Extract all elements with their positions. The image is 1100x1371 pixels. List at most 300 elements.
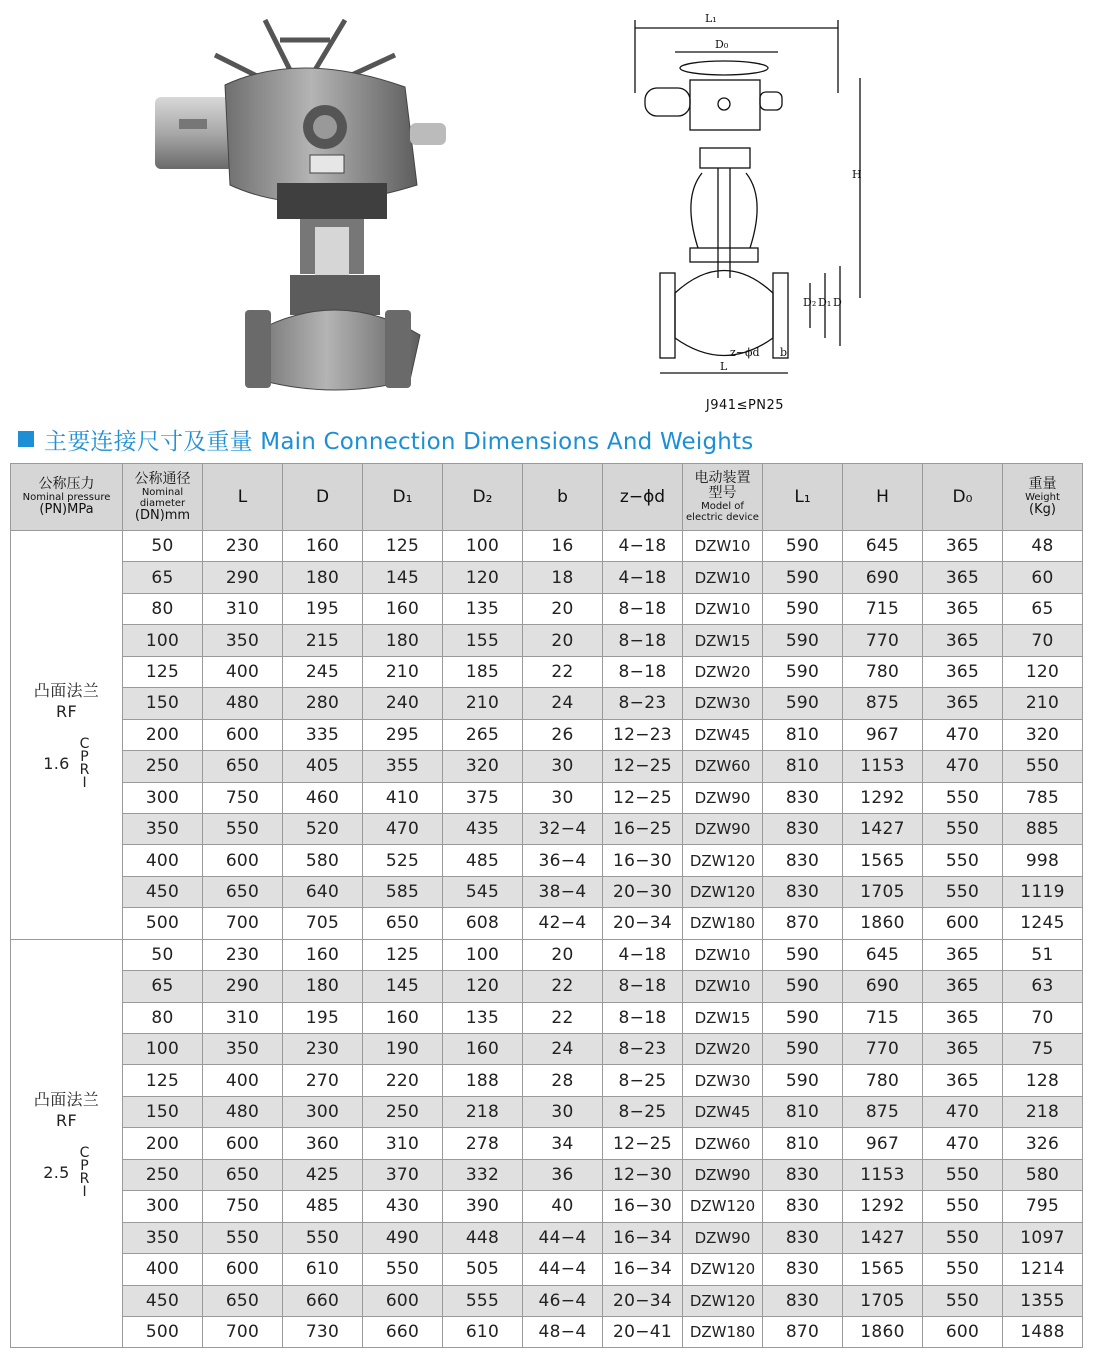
cell-d1: 250 (363, 1096, 443, 1127)
flange-type-en: RF (56, 1110, 77, 1130)
cell-bolts: 16−34 (603, 1222, 683, 1253)
cell-d1: 160 (363, 1002, 443, 1033)
cell-d: 360 (283, 1128, 363, 1159)
dim-label-l: L (720, 360, 728, 373)
cell-weight: 795 (1003, 1191, 1083, 1222)
cell-d0: 365 (923, 593, 1003, 624)
cell-l1: 810 (763, 719, 843, 750)
cell-b: 44−4 (523, 1254, 603, 1285)
cell-bolts: 16−30 (603, 1191, 683, 1222)
cell-model: DZW10 (683, 939, 763, 970)
diameter-header-unit: (DN)mm (134, 507, 191, 523)
cell-d1: 585 (363, 876, 443, 907)
cell-d0: 470 (923, 719, 1003, 750)
cell-weight: 120 (1003, 656, 1083, 687)
cell-l1: 810 (763, 751, 843, 782)
cell-d: 230 (283, 1034, 363, 1065)
cell-h: 780 (843, 656, 923, 687)
cell-l: 310 (203, 593, 283, 624)
table-row (11, 1254, 1083, 1285)
cell-bolts: 8−18 (603, 971, 683, 1002)
pressure-header-cn: 公称压力 (38, 476, 95, 492)
cell-d0: 550 (923, 876, 1003, 907)
cell-d1: 160 (363, 593, 443, 624)
cell-weight: 320 (1003, 719, 1083, 750)
dim-label-b: b (780, 346, 788, 359)
cell-d0: 550 (923, 813, 1003, 844)
cell-bolts: 4−18 (603, 562, 683, 593)
cell-d0: 365 (923, 531, 1003, 562)
cell-bolts: 20−30 (603, 876, 683, 907)
cell-weight: 1214 (1003, 1254, 1083, 1285)
cell-h: 1427 (843, 813, 923, 844)
cell-model: DZW15 (683, 625, 763, 656)
cell-weight: 65 (1003, 593, 1083, 624)
cell-model: DZW90 (683, 1222, 763, 1253)
cell-d1: 210 (363, 656, 443, 687)
cell-d1: 190 (363, 1034, 443, 1065)
cell-dn: 100 (123, 625, 203, 656)
pressure-unit-letter: I (82, 774, 87, 791)
cell-b: 16 (523, 531, 603, 562)
cell-b: 44−4 (523, 1222, 603, 1253)
cell-l1: 830 (763, 1222, 843, 1253)
cell-l1: 590 (763, 1034, 843, 1065)
cell-d1: 355 (363, 751, 443, 782)
cell-l1: 830 (763, 1285, 843, 1316)
cell-bolts: 20−34 (603, 908, 683, 939)
cell-l: 310 (203, 1002, 283, 1033)
table-header-row (11, 464, 1083, 531)
table-row (11, 1191, 1083, 1222)
cell-d: 730 (283, 1316, 363, 1347)
cell-dn: 500 (123, 908, 203, 939)
table-row (11, 688, 1083, 719)
cell-b: 24 (523, 1034, 603, 1065)
table-row (11, 939, 1083, 970)
cell-l: 600 (203, 719, 283, 750)
cell-model: DZW180 (683, 1316, 763, 1347)
cell-model: DZW30 (683, 688, 763, 719)
col-header-model (683, 464, 763, 531)
cell-l1: 590 (763, 688, 843, 719)
cell-b: 22 (523, 1002, 603, 1033)
cell-dn: 150 (123, 688, 203, 719)
cell-dn: 250 (123, 751, 203, 782)
cell-l1: 590 (763, 971, 843, 1002)
cell-weight: 1488 (1003, 1316, 1083, 1347)
cell-b: 32−4 (523, 813, 603, 844)
cell-d2: 265 (443, 719, 523, 750)
cell-model: DZW90 (683, 782, 763, 813)
model-header-cn1: 电动装置 (694, 470, 751, 486)
cell-weight: 210 (1003, 688, 1083, 719)
cell-d2: 505 (443, 1254, 523, 1285)
cell-b: 20 (523, 593, 603, 624)
cell-b: 20 (523, 625, 603, 656)
table-row (11, 1002, 1083, 1033)
dim-label-l1: L₁ (705, 12, 717, 25)
cell-l1: 870 (763, 908, 843, 939)
cell-l1: 590 (763, 656, 843, 687)
cell-d0: 365 (923, 625, 1003, 656)
cell-h: 1565 (843, 845, 923, 876)
cell-weight: 70 (1003, 1002, 1083, 1033)
cell-bolts: 8−25 (603, 1096, 683, 1127)
cell-b: 22 (523, 656, 603, 687)
cell-d0: 550 (923, 1254, 1003, 1285)
cell-model: DZW60 (683, 1128, 763, 1159)
pressure-unit-letter: R (79, 761, 90, 778)
cell-dn: 450 (123, 876, 203, 907)
cell-d0: 550 (923, 1222, 1003, 1253)
cell-b: 22 (523, 971, 603, 1002)
cell-d0: 365 (923, 1065, 1003, 1096)
cell-model: DZW90 (683, 1159, 763, 1190)
cell-l: 650 (203, 1159, 283, 1190)
cell-weight: 785 (1003, 782, 1083, 813)
cell-dn: 300 (123, 782, 203, 813)
cell-model: DZW120 (683, 1191, 763, 1222)
cell-l: 480 (203, 1096, 283, 1127)
cell-d: 195 (283, 593, 363, 624)
cell-d1: 125 (363, 939, 443, 970)
cell-l: 600 (203, 845, 283, 876)
col-header-h: H (843, 464, 923, 531)
cell-dn: 65 (123, 562, 203, 593)
col-header-diameter (123, 464, 203, 531)
cell-dn: 300 (123, 1191, 203, 1222)
cell-d2: 320 (443, 751, 523, 782)
cell-h: 1153 (843, 751, 923, 782)
cell-b: 30 (523, 751, 603, 782)
cell-model: DZW60 (683, 751, 763, 782)
cell-h: 715 (843, 1002, 923, 1033)
dim-label-d1: D₁ (818, 296, 832, 309)
cell-weight: 128 (1003, 1065, 1083, 1096)
cell-d: 705 (283, 908, 363, 939)
cell-h: 875 (843, 688, 923, 719)
cell-model: DZW45 (683, 719, 763, 750)
table-row (11, 876, 1083, 907)
cell-d2: 448 (443, 1222, 523, 1253)
table-row (11, 1285, 1083, 1316)
cell-dn: 350 (123, 1222, 203, 1253)
cell-b: 36 (523, 1159, 603, 1190)
cell-d: 280 (283, 688, 363, 719)
cell-l: 230 (203, 531, 283, 562)
cell-l: 550 (203, 1222, 283, 1253)
cell-weight: 326 (1003, 1128, 1083, 1159)
cell-d1: 370 (363, 1159, 443, 1190)
cell-d1: 550 (363, 1254, 443, 1285)
cell-d1: 430 (363, 1191, 443, 1222)
cell-l: 400 (203, 1065, 283, 1096)
cell-d1: 650 (363, 908, 443, 939)
cell-dn: 125 (123, 1065, 203, 1096)
pressure-unit-letter: C (79, 735, 90, 752)
cell-bolts: 20−34 (603, 1285, 683, 1316)
cell-h: 1427 (843, 1222, 923, 1253)
cell-d2: 435 (443, 813, 523, 844)
cell-d: 485 (283, 1191, 363, 1222)
pressure-header-unit: (PN)MPa (39, 502, 94, 517)
cell-dn: 50 (123, 531, 203, 562)
flange-type-cn: 凸面法兰 (33, 1089, 100, 1109)
cell-d0: 470 (923, 1128, 1003, 1159)
cell-l: 650 (203, 876, 283, 907)
cell-weight: 1245 (1003, 908, 1083, 939)
cell-l: 650 (203, 1285, 283, 1316)
cell-d1: 470 (363, 813, 443, 844)
cell-h: 1705 (843, 1285, 923, 1316)
cell-model: DZW15 (683, 1002, 763, 1033)
cell-h: 875 (843, 1096, 923, 1127)
table-row (11, 1159, 1083, 1190)
cell-b: 34 (523, 1128, 603, 1159)
cell-d0: 470 (923, 1096, 1003, 1127)
cell-b: 30 (523, 1096, 603, 1127)
col-header-l: L (203, 464, 283, 531)
cell-d2: 610 (443, 1316, 523, 1347)
cell-bolts: 8−18 (603, 656, 683, 687)
valve-dimension-drawing (620, 8, 880, 390)
pressure-group-cell (11, 939, 123, 1348)
cell-model: DZW20 (683, 1034, 763, 1065)
cell-bolts: 8−23 (603, 688, 683, 719)
cell-d0: 365 (923, 656, 1003, 687)
cell-h: 690 (843, 562, 923, 593)
table-row (11, 971, 1083, 1002)
table-row (11, 1316, 1083, 1347)
cell-l: 400 (203, 656, 283, 687)
weight-header-en: Weight (1025, 492, 1060, 503)
cell-d1: 295 (363, 719, 443, 750)
cell-d0: 550 (923, 1159, 1003, 1190)
dimensions-table (10, 463, 1083, 1348)
col-header-b: b (523, 464, 603, 531)
cell-weight: 48 (1003, 531, 1083, 562)
cell-h: 1292 (843, 1191, 923, 1222)
cell-d: 270 (283, 1065, 363, 1096)
cell-weight: 1097 (1003, 1222, 1083, 1253)
cell-b: 36−4 (523, 845, 603, 876)
cell-d2: 608 (443, 908, 523, 939)
diameter-header-cn: 公称通径 (134, 470, 191, 487)
pressure-unit-letter: C (79, 1144, 90, 1161)
cell-bolts: 16−25 (603, 813, 683, 844)
cell-d: 425 (283, 1159, 363, 1190)
cell-l1: 830 (763, 845, 843, 876)
cell-l: 600 (203, 1128, 283, 1159)
cell-l1: 870 (763, 1316, 843, 1347)
col-header-pressure (11, 464, 123, 531)
cell-dn: 500 (123, 1316, 203, 1347)
cell-d0: 550 (923, 1285, 1003, 1316)
col-header-d: D (283, 464, 363, 531)
cell-d1: 145 (363, 562, 443, 593)
cell-d: 215 (283, 625, 363, 656)
cell-weight: 60 (1003, 562, 1083, 593)
cell-bolts: 20−41 (603, 1316, 683, 1347)
cell-l: 700 (203, 908, 283, 939)
model-header-en1: Model of (701, 501, 744, 512)
cell-dn: 125 (123, 656, 203, 687)
cell-d2: 218 (443, 1096, 523, 1127)
cell-d: 610 (283, 1254, 363, 1285)
cell-d2: 188 (443, 1065, 523, 1096)
cell-d0: 365 (923, 971, 1003, 1002)
cell-d2: 545 (443, 876, 523, 907)
cell-dn: 50 (123, 939, 203, 970)
pressure-unit-letter: P (80, 748, 90, 765)
cell-d0: 550 (923, 782, 1003, 813)
cell-h: 967 (843, 1128, 923, 1159)
cell-d2: 135 (443, 593, 523, 624)
cell-h: 1705 (843, 876, 923, 907)
section-heading-text: 主要连接尺寸及重量 Main Connection Dimensions And Weights (44, 428, 754, 455)
pressure-unit-vertical (79, 735, 90, 791)
cell-b: 38−4 (523, 876, 603, 907)
cell-d1: 525 (363, 845, 443, 876)
cell-bolts: 16−30 (603, 845, 683, 876)
cell-h: 770 (843, 1034, 923, 1065)
cell-l1: 810 (763, 1128, 843, 1159)
cell-l: 700 (203, 1316, 283, 1347)
col-header-d0: D₀ (923, 464, 1003, 531)
cell-bolts: 8−18 (603, 593, 683, 624)
table-row (11, 593, 1083, 624)
cell-weight: 51 (1003, 939, 1083, 970)
cell-b: 40 (523, 1191, 603, 1222)
pressure-unit-letter: R (79, 1170, 90, 1187)
cell-h: 1860 (843, 908, 923, 939)
flange-type-en: RF (56, 701, 77, 721)
cell-b: 18 (523, 562, 603, 593)
cell-b: 20 (523, 939, 603, 970)
cell-l: 290 (203, 971, 283, 1002)
cell-weight: 70 (1003, 625, 1083, 656)
cell-l1: 590 (763, 1065, 843, 1096)
cell-bolts: 8−18 (603, 1002, 683, 1033)
model-header-cn2: 型号 (708, 485, 737, 501)
drawing-caption: J941≤PN25 (705, 398, 785, 413)
cell-d2: 135 (443, 1002, 523, 1033)
dim-label-d: D (833, 296, 842, 309)
cell-dn: 80 (123, 1002, 203, 1033)
cell-d2: 555 (443, 1285, 523, 1316)
table-body (11, 531, 1083, 1348)
cell-d: 640 (283, 876, 363, 907)
table-row (11, 1128, 1083, 1159)
cell-d: 660 (283, 1285, 363, 1316)
cell-model: DZW10 (683, 593, 763, 624)
dim-label-d2: D₂ (803, 296, 817, 309)
cell-dn: 100 (123, 1034, 203, 1065)
cell-l1: 830 (763, 1191, 843, 1222)
cell-d2: 160 (443, 1034, 523, 1065)
cell-model: DZW10 (683, 971, 763, 1002)
weight-header-unit: (Kg) (1029, 502, 1056, 517)
cell-d2: 120 (443, 562, 523, 593)
cell-l: 750 (203, 782, 283, 813)
model-header-en2: electric device (686, 512, 759, 523)
cell-d0: 600 (923, 1316, 1003, 1347)
cell-h: 645 (843, 939, 923, 970)
cell-model: DZW120 (683, 845, 763, 876)
cell-b: 30 (523, 782, 603, 813)
cell-b: 42−4 (523, 908, 603, 939)
cell-h: 770 (843, 625, 923, 656)
cell-l1: 830 (763, 1159, 843, 1190)
cell-d2: 485 (443, 845, 523, 876)
cell-d0: 365 (923, 939, 1003, 970)
cell-bolts: 12−25 (603, 751, 683, 782)
cell-d: 195 (283, 1002, 363, 1033)
cell-bolts: 16−34 (603, 1254, 683, 1285)
section-heading (18, 424, 753, 454)
cell-model: DZW10 (683, 531, 763, 562)
cell-l: 480 (203, 688, 283, 719)
cell-l1: 810 (763, 1096, 843, 1127)
cell-d: 160 (283, 939, 363, 970)
cell-l: 290 (203, 562, 283, 593)
cell-h: 690 (843, 971, 923, 1002)
table-row (11, 1065, 1083, 1096)
cell-model: DZW20 (683, 656, 763, 687)
cell-d0: 470 (923, 751, 1003, 782)
cell-l1: 830 (763, 876, 843, 907)
cell-model: DZW45 (683, 1096, 763, 1127)
cell-d0: 550 (923, 845, 1003, 876)
cell-d1: 145 (363, 971, 443, 1002)
valve-product-photo (155, 15, 447, 402)
cell-d2: 332 (443, 1159, 523, 1190)
table-row (11, 625, 1083, 656)
cell-model: DZW120 (683, 876, 763, 907)
cell-l: 230 (203, 939, 283, 970)
cell-h: 1153 (843, 1159, 923, 1190)
cell-d1: 220 (363, 1065, 443, 1096)
cell-l1: 590 (763, 562, 843, 593)
cell-d0: 365 (923, 1034, 1003, 1065)
cell-h: 967 (843, 719, 923, 750)
cell-bolts: 8−18 (603, 625, 683, 656)
cell-d2: 390 (443, 1191, 523, 1222)
cell-bolts: 8−25 (603, 1065, 683, 1096)
cell-bolts: 12−30 (603, 1159, 683, 1190)
cell-weight: 1119 (1003, 876, 1083, 907)
cell-weight: 885 (1003, 813, 1083, 844)
cell-bolts: 4−18 (603, 531, 683, 562)
cell-b: 46−4 (523, 1285, 603, 1316)
cell-bolts: 12−25 (603, 1128, 683, 1159)
cell-h: 1565 (843, 1254, 923, 1285)
cell-d2: 100 (443, 531, 523, 562)
cell-dn: 200 (123, 1128, 203, 1159)
cell-dn: 450 (123, 1285, 203, 1316)
cell-d: 520 (283, 813, 363, 844)
table-row (11, 531, 1083, 562)
cell-weight: 1355 (1003, 1285, 1083, 1316)
cell-model: DZW10 (683, 562, 763, 593)
table-row (11, 1222, 1083, 1253)
cell-model: DZW120 (683, 1254, 763, 1285)
cell-d: 180 (283, 971, 363, 1002)
cell-model: DZW30 (683, 1065, 763, 1096)
cell-l1: 830 (763, 1254, 843, 1285)
cell-l: 600 (203, 1254, 283, 1285)
